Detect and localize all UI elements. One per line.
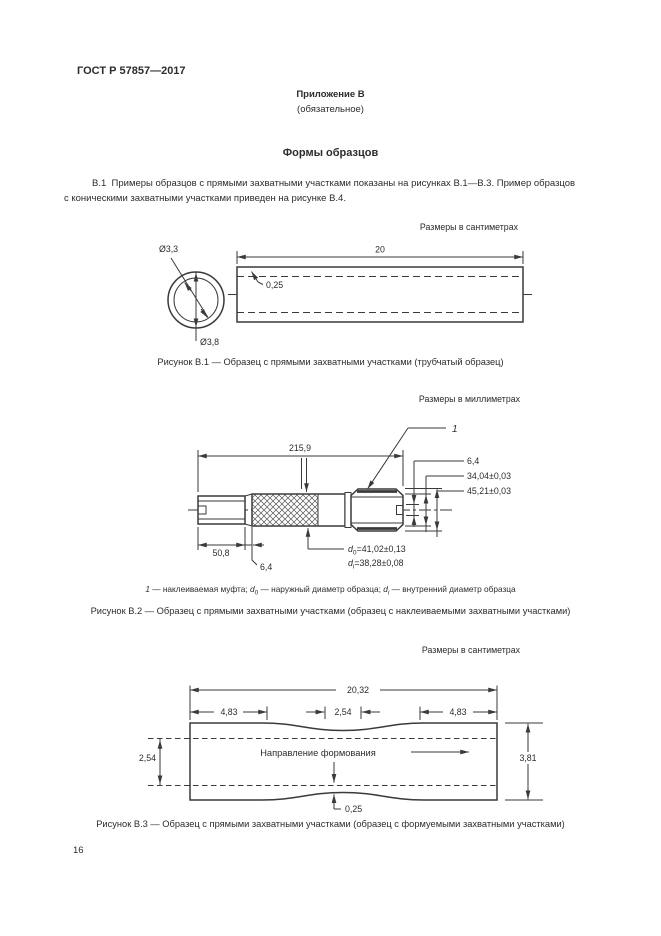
figure-b2-footnote: 1 — наклеиваемая муфта; $d_0$ — наружный диаметр образца; $d_i$ — внутренний диаметр образца: [145, 584, 516, 597]
dim-wall-thickness: 0,25: [266, 280, 284, 290]
right-dimensions: [405, 456, 511, 537]
svg-text:3,81: 3,81: [519, 753, 537, 763]
figure-b2-units-note: Размеры в миллиметрах: [418, 394, 520, 404]
section-title: Формы образцов: [282, 147, 379, 159]
dim-outer-diameter: Ø3,8: [200, 337, 220, 347]
figure-b2-drawing: [0, 405, 661, 577]
svg-text:4,83: 4,83: [220, 707, 238, 717]
dim-sleeve-diameter: 45,21±0,03: [467, 486, 511, 496]
dim-outer-diameter-d0: $d_0=41,02\pm 0,13$: [348, 544, 406, 557]
figure-b2-caption: Рисунок В.2 — Образец с прямыми захватными участками (образец с наклеиваемыми захватными участками): [90, 606, 571, 616]
dim-grip-right: [420, 707, 497, 721]
svg-text:0,25: 0,25: [345, 804, 363, 814]
intro-line-1: В.1 Примеры образцов с прямыми захватными участками показаны на рисунках В.1—В.3. Пример образцов: [92, 178, 576, 189]
dim-gauge-length: [306, 707, 380, 720]
dim-taper-length: [245, 527, 272, 572]
dim-total-length: [198, 443, 403, 492]
svg-text:2,54: 2,54: [138, 753, 156, 763]
callout-1-label: 1: [452, 424, 458, 435]
figure-b1-caption: Рисунок В.1 — Образец с прямыми захватными участками (трубчатый образец): [157, 357, 504, 367]
specimen-body: [188, 489, 452, 531]
page-number: 16: [73, 845, 84, 856]
doc-number: ГОСТ Р 57857—2017: [77, 65, 186, 77]
glued-sleeve: [351, 489, 403, 531]
svg-text:6,4: 6,4: [260, 562, 273, 572]
dim-length: 20: [375, 244, 385, 255]
appendix-subtitle: (обязательное): [297, 104, 364, 115]
dim-inner-diameter-di: $d_i=38,28\pm 0,08$: [348, 558, 404, 571]
dim-inner-diameter: Ø3,3: [159, 244, 179, 254]
tube-side-view: [228, 245, 532, 323]
svg-text:2,54: 2,54: [334, 707, 352, 717]
figure-b1-drawing: [0, 238, 661, 370]
dim-overall-width: [505, 723, 543, 800]
forming-direction-label: Направление формования: [260, 748, 376, 758]
intro-line-2: с коническими захватными участками приведен на рисунке В.4.: [64, 193, 346, 204]
figure-b3-drawing: [0, 662, 661, 824]
dim-slot-height: 6,4: [467, 456, 480, 466]
svg-text:50,8: 50,8: [212, 548, 230, 558]
svg-text:4,83: 4,83: [449, 707, 467, 717]
dim-body-diameter: 34,04±0,03: [467, 471, 511, 481]
svg-text:215,9: 215,9: [288, 443, 312, 453]
dim-grip-length: [198, 527, 245, 558]
dogbone-specimen: [148, 723, 497, 800]
dim-gauge-width: [139, 739, 160, 785]
figure-b3-caption: Рисунок В.3 — Образец с прямыми захватными участками (образец с формуемыми захватными участками): [96, 819, 565, 829]
figure-b1-units-note: Размеры в сантиметрах: [419, 222, 518, 232]
dim-grip-left: [190, 707, 267, 721]
figure-b3-units-note: Размеры в сантиметрах: [421, 645, 520, 655]
svg-text:20,32: 20,32: [346, 685, 370, 695]
cross-section-view: [159, 244, 224, 347]
appendix-title: Приложение В: [296, 89, 365, 100]
